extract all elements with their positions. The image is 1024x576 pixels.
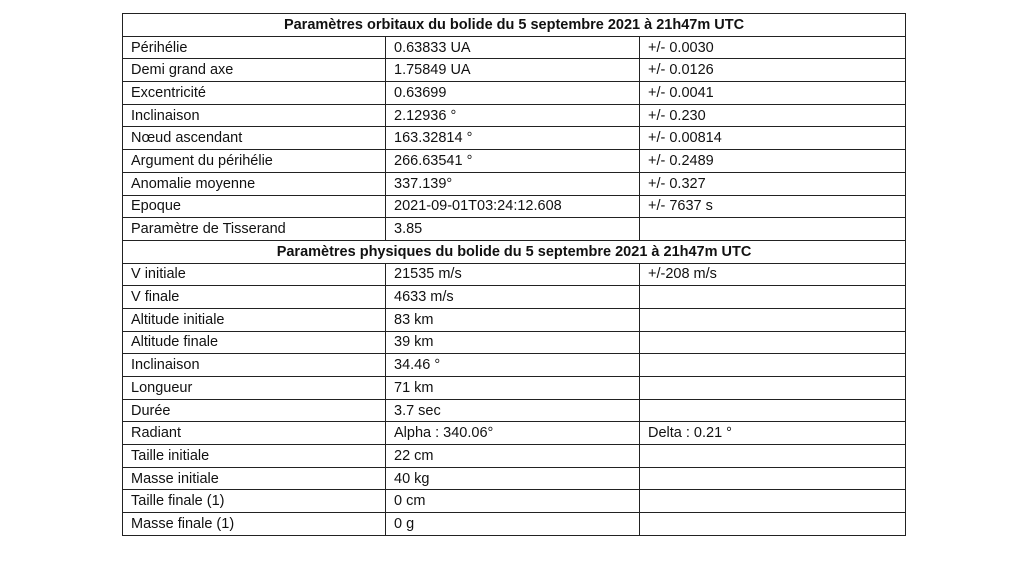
table-row — [123, 422, 906, 445]
parameter-name: Excentricité — [123, 82, 386, 105]
table-row — [123, 331, 906, 354]
parameter-name: Argument du périhélie — [123, 150, 386, 173]
parameter-uncertainty — [640, 308, 906, 331]
parameter-name: Masse initiale — [123, 467, 386, 490]
parameter-uncertainty — [640, 331, 906, 354]
parameter-value: 266.63541 ° — [386, 150, 640, 173]
parameter-value: 83 km — [386, 308, 640, 331]
bolide-parameters-document — [122, 13, 905, 536]
table-row — [123, 445, 906, 468]
table-row — [123, 286, 906, 309]
parameter-name: V initiale — [123, 263, 386, 286]
parameter-value: 3.7 sec — [386, 399, 640, 422]
parameter-uncertainty: Delta : 0.21 ° — [640, 422, 906, 445]
parameter-uncertainty — [640, 218, 906, 241]
parameter-uncertainty — [640, 467, 906, 490]
parameter-uncertainty — [640, 354, 906, 377]
physical-title-row — [123, 240, 906, 263]
parameter-name: Radiant — [123, 422, 386, 445]
parameter-name: Masse finale (1) — [123, 513, 386, 536]
table-row — [123, 377, 906, 400]
table-row — [123, 127, 906, 150]
parameter-uncertainty — [640, 286, 906, 309]
parameter-value: 0.63833 UA — [386, 36, 640, 59]
parameter-value: 34.46 ° — [386, 354, 640, 377]
parameter-name: Epoque — [123, 195, 386, 218]
parameter-uncertainty: +/- 0.0126 — [640, 59, 906, 82]
parameter-name: Nœud ascendant — [123, 127, 386, 150]
parameter-value: 2021-09-01T03:24:12.608 — [386, 195, 640, 218]
parameter-name: Durée — [123, 399, 386, 422]
parameter-value: 0.63699 — [386, 82, 640, 105]
parameter-uncertainty — [640, 490, 906, 513]
parameter-name: Anomalie moyenne — [123, 172, 386, 195]
table-row — [123, 399, 906, 422]
parameter-name: Altitude finale — [123, 331, 386, 354]
table-body — [123, 14, 906, 536]
parameter-name: Taille finale (1) — [123, 490, 386, 513]
parameter-value: 22 cm — [386, 445, 640, 468]
parameter-value: 40 kg — [386, 467, 640, 490]
parameter-uncertainty: +/- 7637 s — [640, 195, 906, 218]
table-row — [123, 59, 906, 82]
parameter-name: Demi grand axe — [123, 59, 386, 82]
parameter-uncertainty: +/- 0.0041 — [640, 82, 906, 105]
table-row — [123, 218, 906, 241]
parameter-name: Inclinaison — [123, 104, 386, 127]
parameter-name: Altitude initiale — [123, 308, 386, 331]
parameter-value: 4633 m/s — [386, 286, 640, 309]
parameter-value: 2.12936 ° — [386, 104, 640, 127]
table-row — [123, 263, 906, 286]
parameter-name: Paramètre de Tisserand — [123, 218, 386, 241]
orbital-section-title: Paramètres orbitaux du bolide du 5 septembre 2021 à 21h47m UTC — [123, 14, 906, 37]
table-row — [123, 513, 906, 536]
table-row — [123, 104, 906, 127]
parameter-value: 0 g — [386, 513, 640, 536]
parameter-value: 337.139° — [386, 172, 640, 195]
parameter-value: Alpha : 340.06° — [386, 422, 640, 445]
table-row — [123, 36, 906, 59]
parameter-name: V finale — [123, 286, 386, 309]
parameter-uncertainty: +/-208 m/s — [640, 263, 906, 286]
parameter-uncertainty — [640, 377, 906, 400]
table-row — [123, 490, 906, 513]
parameter-uncertainty: +/- 0.327 — [640, 172, 906, 195]
parameter-name: Longueur — [123, 377, 386, 400]
table-row — [123, 150, 906, 173]
parameter-uncertainty: +/- 0.00814 — [640, 127, 906, 150]
table-row — [123, 172, 906, 195]
parameter-name: Inclinaison — [123, 354, 386, 377]
parameter-value: 21535 m/s — [386, 263, 640, 286]
parameter-uncertainty — [640, 445, 906, 468]
parameter-value: 0 cm — [386, 490, 640, 513]
parameter-value: 39 km — [386, 331, 640, 354]
parameter-value: 71 km — [386, 377, 640, 400]
parameter-value: 1.75849 UA — [386, 59, 640, 82]
parameter-uncertainty — [640, 513, 906, 536]
bolide-parameters-table — [122, 13, 906, 536]
parameter-uncertainty: +/- 0.2489 — [640, 150, 906, 173]
table-row — [123, 354, 906, 377]
table-row — [123, 195, 906, 218]
orbital-title-row — [123, 14, 906, 37]
parameter-name: Taille initiale — [123, 445, 386, 468]
parameter-uncertainty — [640, 399, 906, 422]
physical-section-title: Paramètres physiques du bolide du 5 septembre 2021 à 21h47m UTC — [123, 240, 906, 263]
table-row — [123, 82, 906, 105]
parameter-value: 3.85 — [386, 218, 640, 241]
table-row — [123, 467, 906, 490]
table-row — [123, 308, 906, 331]
parameter-value: 163.32814 ° — [386, 127, 640, 150]
parameter-uncertainty: +/- 0.0030 — [640, 36, 906, 59]
parameter-name: Périhélie — [123, 36, 386, 59]
parameter-uncertainty: +/- 0.230 — [640, 104, 906, 127]
